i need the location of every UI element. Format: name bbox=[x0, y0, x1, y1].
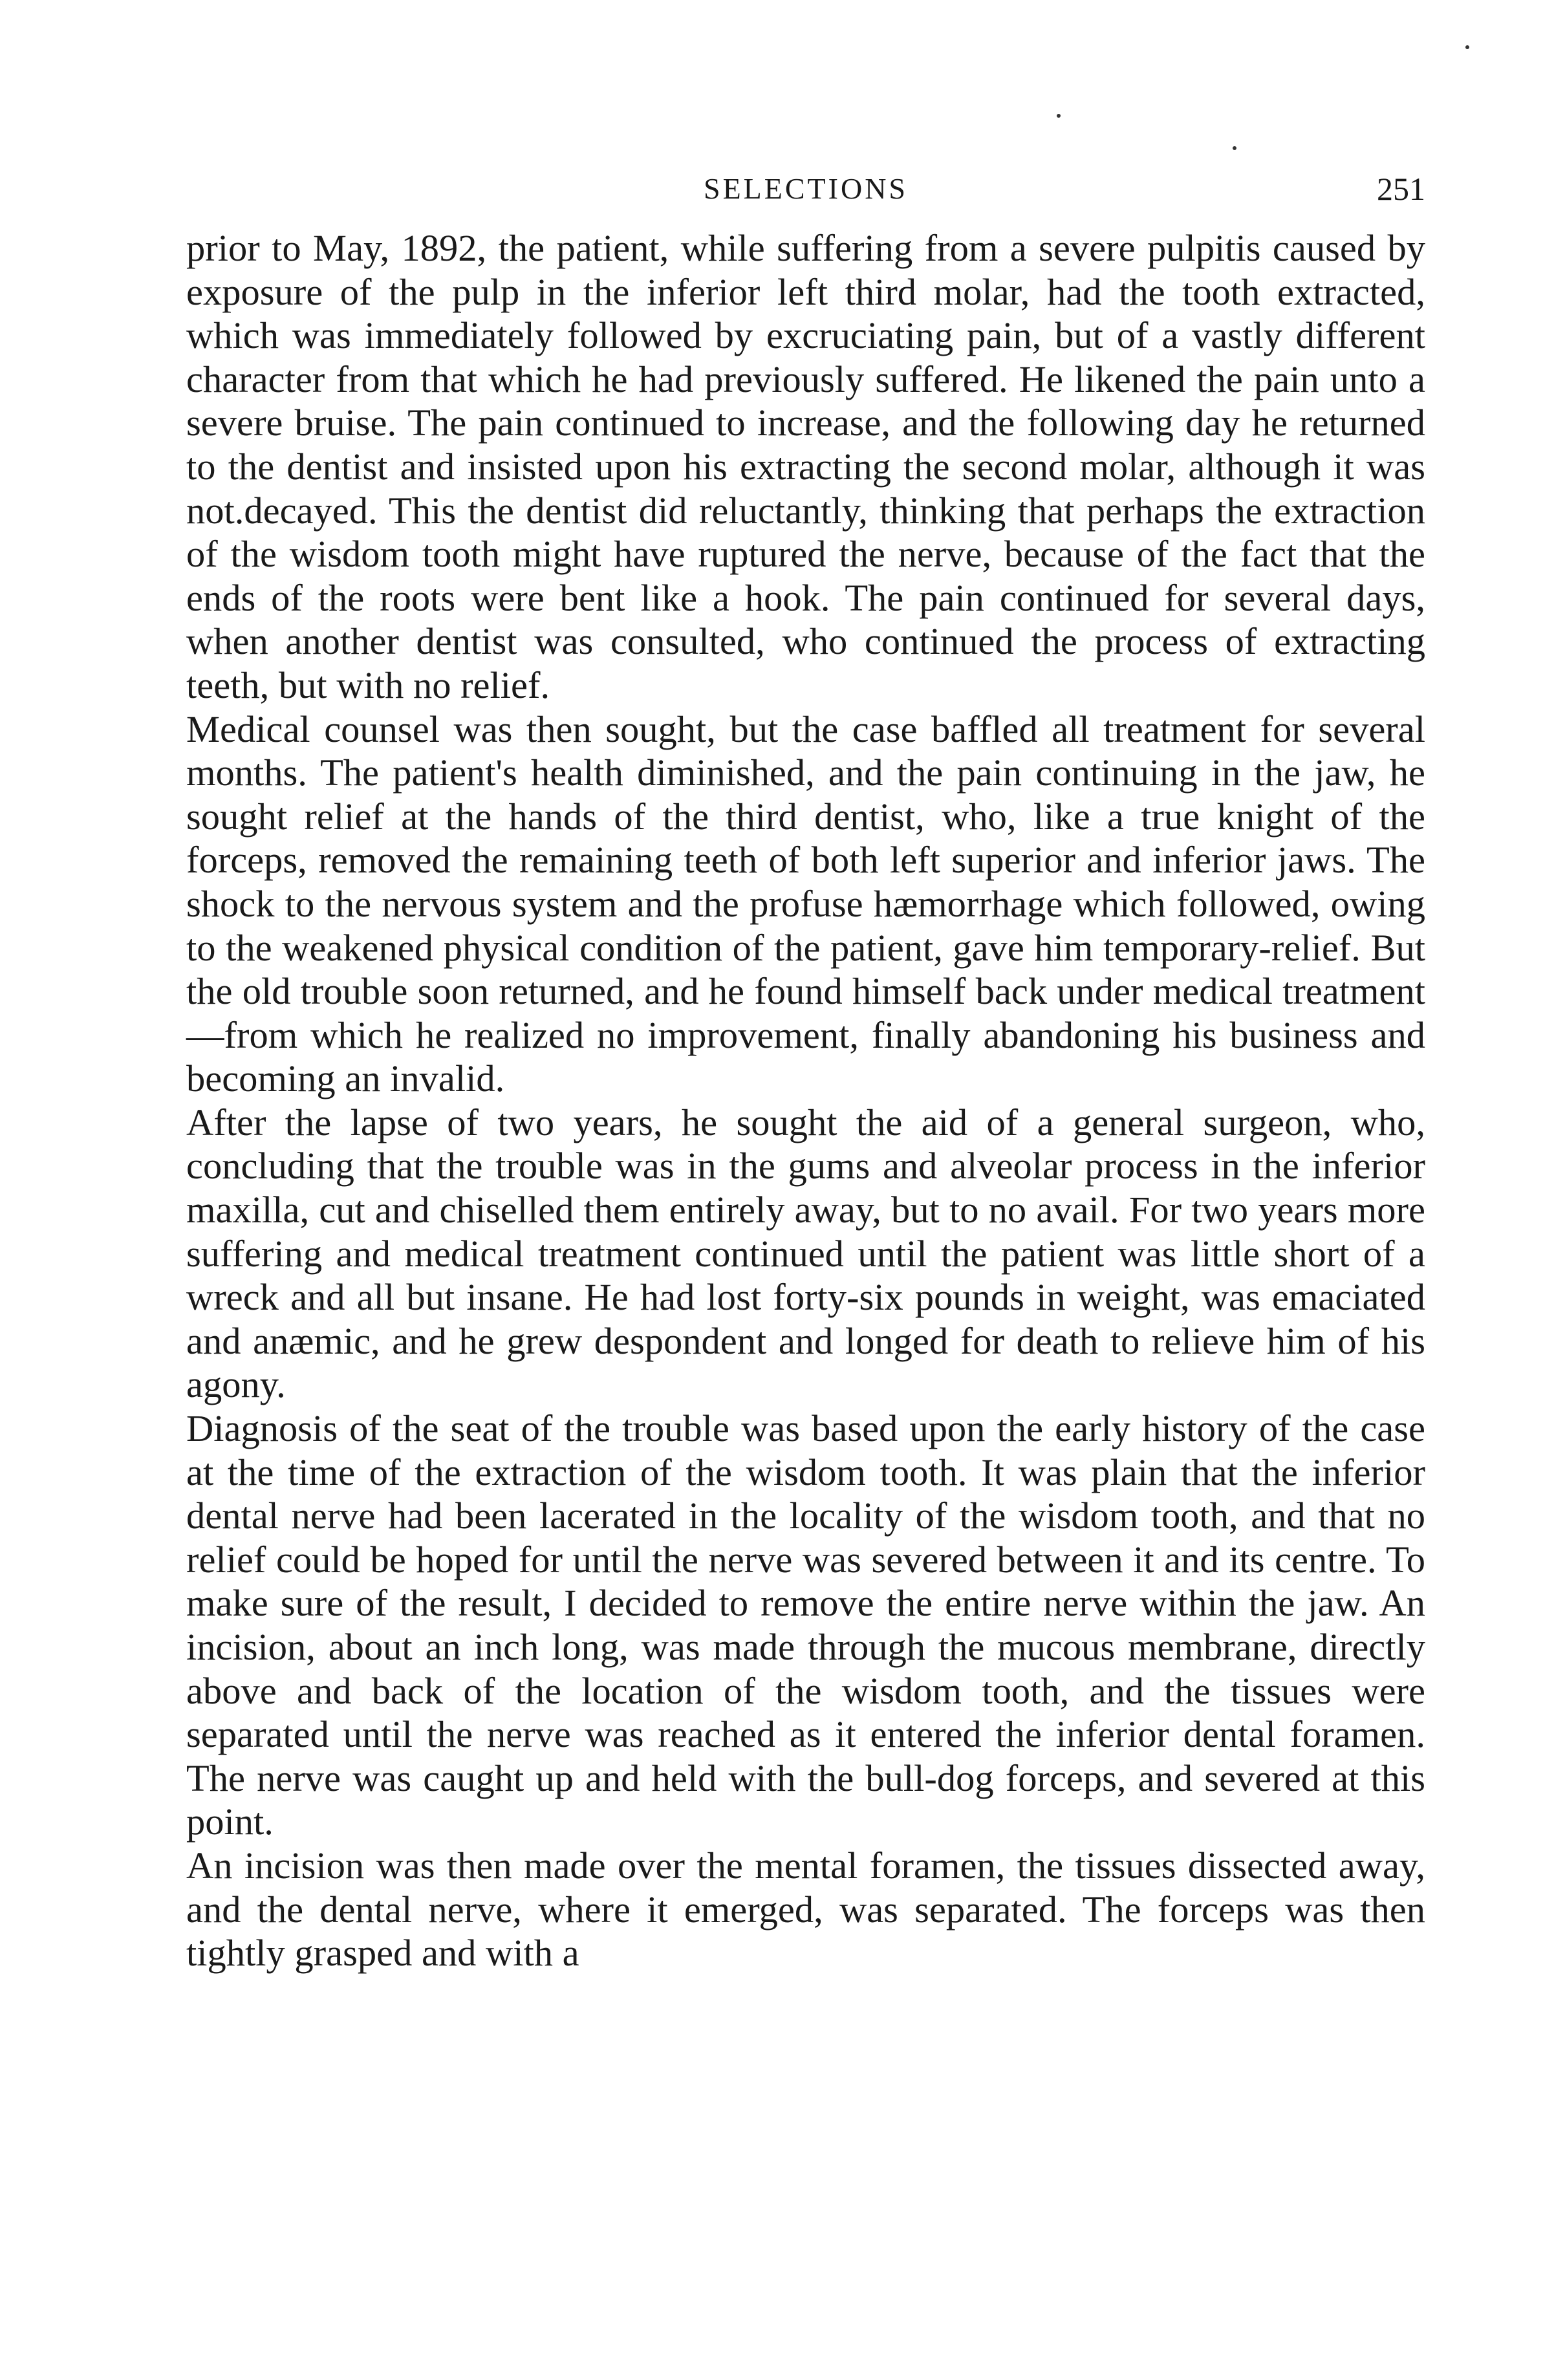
print-speck bbox=[1465, 45, 1469, 49]
print-speck bbox=[1057, 114, 1061, 118]
paragraph: Diagnosis of the seat of the trouble was based upon the early history of the case at the time of the extraction of the wisdom tooth. It was plain that the inferior dental nerve had been lacerated in the locality of the wisdom tooth, and that no relief could be hoped for until the nerve was severed between it and its centre. To make sure of the result, I decided to remove the entire nerve within the jaw. An incision, about an inch long, was made through the mucous membrane, directly above and back of the location of the wisdom tooth, and the tissues were separated until the nerve was reached as it entered the inferior dental foramen. The nerve was caught up and held with the bull-dog forceps, and severed at this point. bbox=[186, 1407, 1425, 1843]
paragraph: prior to May, 1892, the patient, while suffering from a severe pulpitis caused by exposure of the pulp in the inferior left third molar, had the tooth extracted, which was immediately followed by excruciating pain, but of a vastly different character from that which he had previously suffered. He likened the pain unto a severe bruise. The pain continued to increase, and the following day he returned to the dentist and insisted upon his extracting the second molar, although it was not.decayed. This the dentist did reluctantly, thinking that perhaps the extraction of the wisdom tooth might have ruptured the nerve, because of the fact that the ends of the roots were bent like a hook. The pain continued for several days, when another dentist was consulted, who continued the process of extracting teeth, but with no relief. bbox=[186, 227, 1425, 706]
paragraph: Medical counsel was then sought, but the case baffled all treatment for several months. The patient's health diminished, and the pain continuing in the jaw, he sought relief at the hands of the third dentist, who, like a true knight of the forceps, removed the remaining teeth of both left superior and inferior jaws. The shock to the nervous system and the profuse hæmorrhage which followed, owing to the weakened physical condition of the patient, gave him temporary-relief. But the old trouble soon returned, and he found himself back under medical treatment—from which he realized no improvement, finally abandoning his business and becoming an invalid. bbox=[186, 708, 1425, 1100]
page-number: 251 bbox=[1377, 171, 1425, 207]
page-header bbox=[186, 169, 1425, 215]
body-text bbox=[186, 226, 1425, 1975]
running-head: SELECTIONS bbox=[704, 172, 908, 205]
print-speck bbox=[1233, 146, 1236, 150]
paragraph: An incision was then made over the mental foramen, the tissues dissected away, and the dental nerve, where it emerged, was separated. The forceps was then tightly grasped and with a bbox=[186, 1844, 1425, 1974]
paragraph: After the lapse of two years, he sought the aid of a general surgeon, who, concluding that the trouble was in the gums and alveolar process in the inferior maxilla, cut and chiselled them entirely away, but to no avail. For two years more suffering and medical treatment continued until the patient was little short of a wreck and all but insane. He had lost forty-six pounds in weight, was emaciated and anæmic, and he grew despondent and longed for death to relieve him of his agony. bbox=[186, 1101, 1425, 1406]
